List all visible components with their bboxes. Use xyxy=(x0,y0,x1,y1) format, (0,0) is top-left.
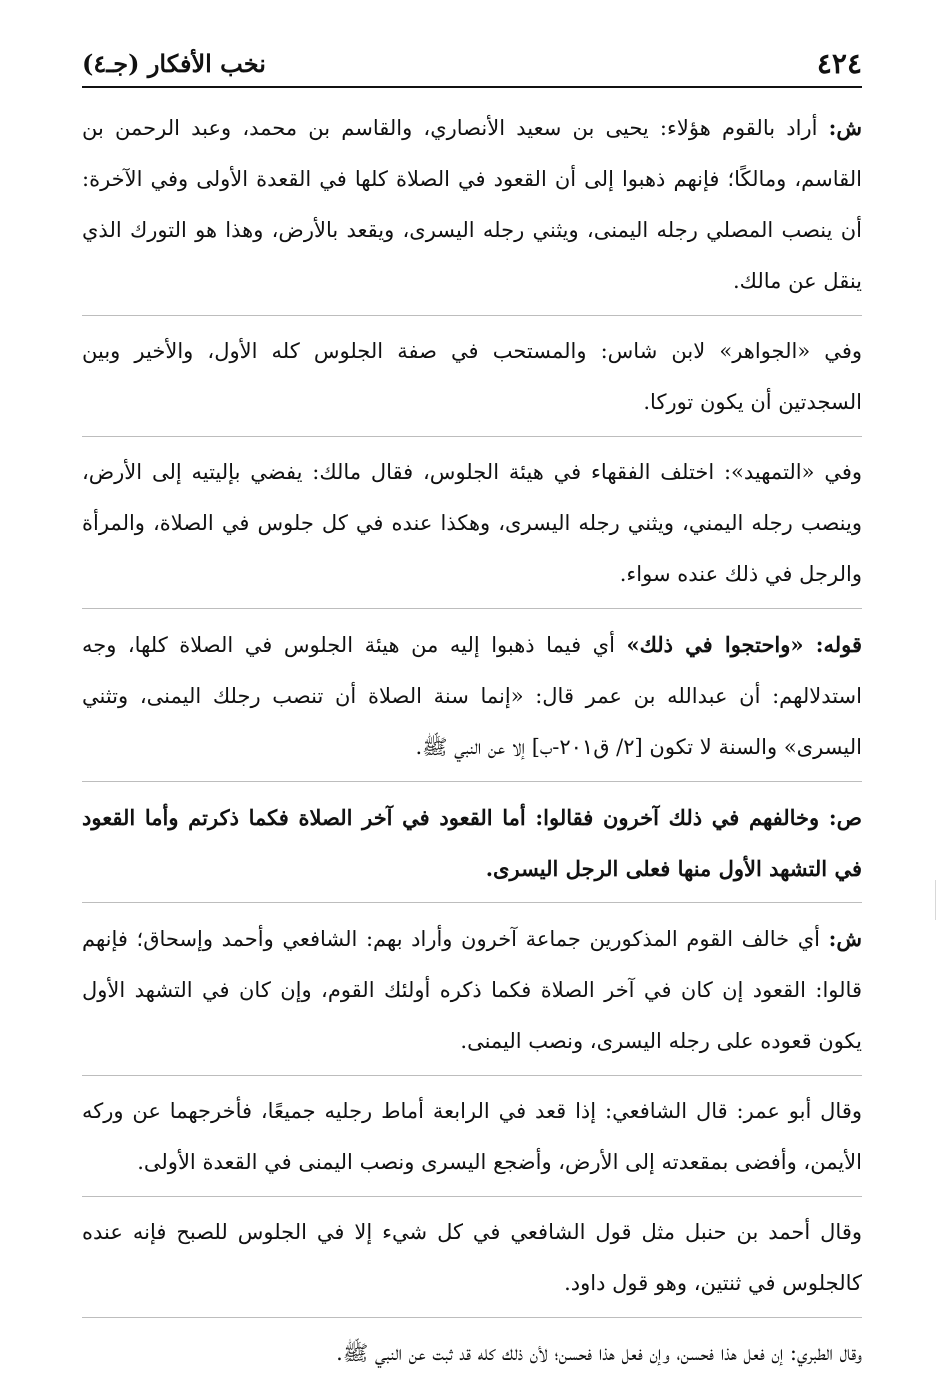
paragraph-6 xyxy=(82,913,862,1076)
page-number: ٤٢٤ xyxy=(816,46,862,80)
paragraph-text: وقال أحمد بن حنبل مثل قول الشافعي في كل شيء إلا في الجلوس للصبح فإنه عنده كالجلوس في ثنتين، وهو قول داود. xyxy=(82,1220,862,1295)
paragraph-8 xyxy=(82,1207,862,1318)
paragraph-text: ص: وخالفهم في ذلك آخرون فقالوا: أما القعود في آخر الصلاة فكما ذكرتم وأما القعود في التشهد الأول منها فعلى الرجل اليسرى. xyxy=(82,805,862,881)
paragraph-text: وفي «الجواهر» لابن شاس: والمستحب في صفة الجلوس كله الأول، والأخير وبين السجدتين أن يكون توركا. xyxy=(82,339,862,414)
paragraph-7 xyxy=(82,1086,862,1197)
paragraph-text: وفي «التمهيد»: اختلف الفقهاء في هيئة الجلوس، فقال مالك: يفضي بإليتيه إلى الأرض، وينصب رجله اليمني، ويثني رجله اليسرى، وهكذا عنده في كل جلوس في الصلاة، والمرأة والرجل في ذلك عنده سواء. xyxy=(82,460,862,586)
quoted-phrase: «واحتجوا في ذلك» xyxy=(626,632,816,657)
paragraph-text: أي خالف القوم المذكورين جماعة آخرون وأراد بهم: الشافعي وأحمد وإسحاق؛ فإنهم قالوا: القعود إن كان في آخر الصلاة فكما ذكره أولئك القوم، وإن كان في التشهد الأول يكون قعوده على رجله اليسرى، ونصب اليمنى. xyxy=(82,927,862,1053)
paragraph-text: وقال الطبري: إن فعل هذا فحسن، وإن فعل هذا فحسن؛ لأن ذلك كله قد ثبت عن النبي ﷺ. xyxy=(336,1341,862,1365)
paragraph-2 xyxy=(82,326,862,437)
paragraph-text: أراد بالقوم هؤلاء: يحيى بن سعيد الأنصاري، والقاسم بن محمد، وعبد الرحمن بن القاسم، ومالكًا؛ فإنهم ذهبوا إلى أن القعود في الصلاة كلها في القعدة الأولى وفي الآخرة: أن ينصب المصلي رجله اليمنى، ويثني رجله اليسرى، ويقعد بالأرض، وهذا هو التورك الذي ينقل عن مالك. xyxy=(82,116,862,293)
page-header xyxy=(82,40,862,88)
sharh-marker: ش: xyxy=(828,926,862,951)
paragraph-4 xyxy=(82,619,862,782)
running-title: نخب الأفكار (جـ٤) xyxy=(82,48,266,78)
paragraph-5-matn xyxy=(82,792,862,903)
body-text xyxy=(82,102,862,1397)
margin-mark xyxy=(935,880,936,920)
paragraph-9 xyxy=(82,1328,862,1387)
qawluhu-marker: قوله: xyxy=(815,632,862,657)
paragraph-3 xyxy=(82,447,862,609)
paragraph-1 xyxy=(82,102,862,316)
paragraph-text: وقال أبو عمر: قال الشافعي: إذا قعد في الرابعة أماط رجليه جميعًا، فأخرجهما عن وركه الأيمن، وأفضى بمقعدته إلى الأرض، وأضجع اليسرى ونصب اليمنى في القعدة الأولى. xyxy=(82,1099,862,1174)
paragraph-text: أي فيما ذهبوا إليه من هيئة الجلوس في الصلاة كلها، وجه استدلالهم: أن عبدالله بن عمر قال: «إنما سنة الصلاة أن تنصب رجلك اليمنى، وتثني اليسرى» والسنة لا تكون [٢/ ق٢٠١-ب] إلا عن النبي ﷺ. xyxy=(82,633,862,759)
sharh-marker: ش: xyxy=(828,115,862,140)
